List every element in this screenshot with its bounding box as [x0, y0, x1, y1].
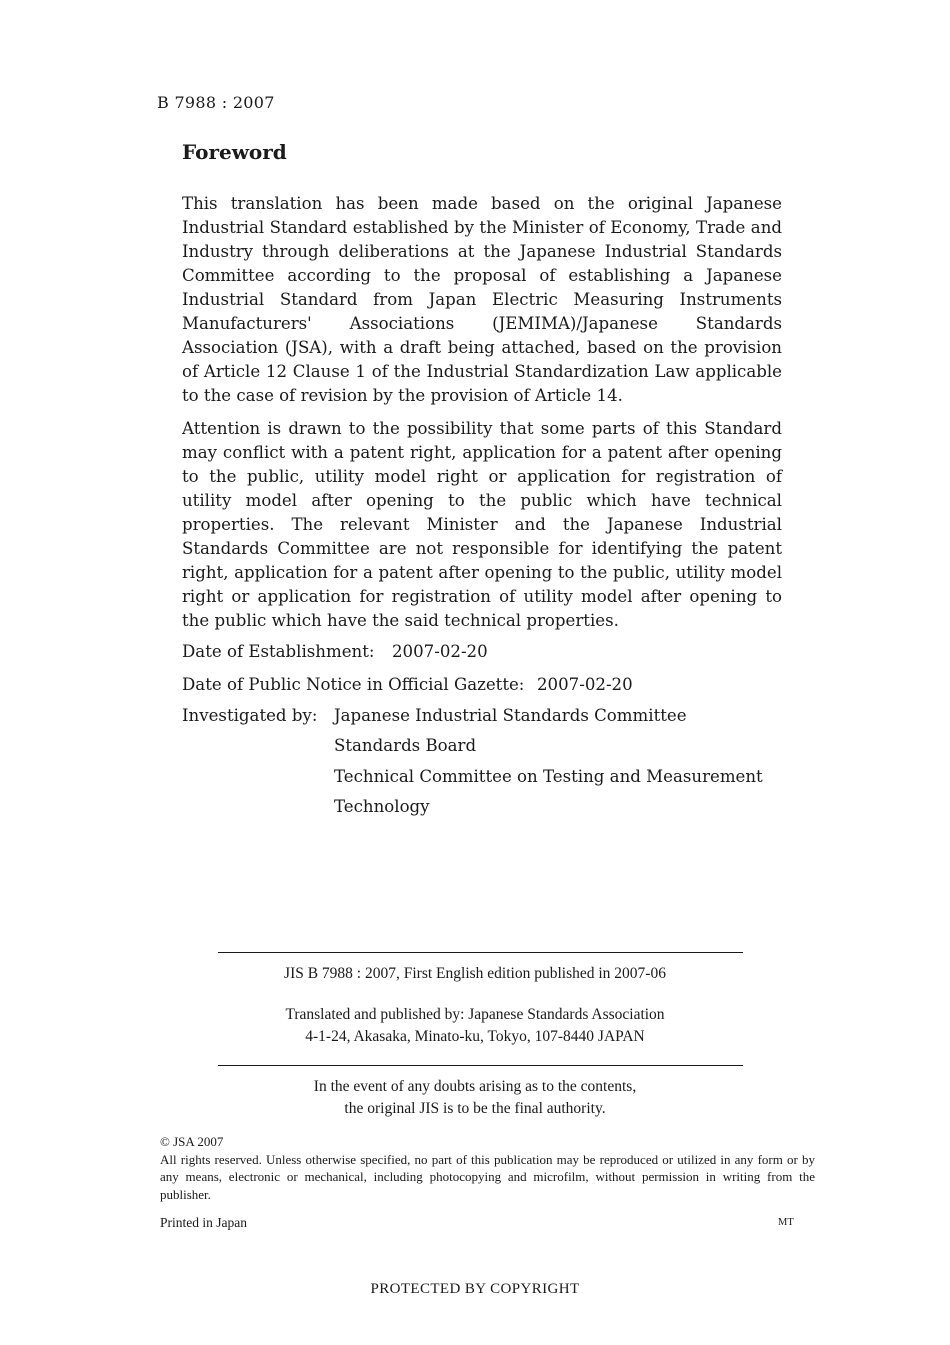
document-number: B 7988 : 2007: [157, 93, 275, 112]
establishment-date-row: [182, 642, 488, 661]
edition-line: JIS B 7988 : 2007, First English edition published in 2007-06: [284, 965, 666, 982]
foreword-paragraph-1: This translation has been made based on the original Japanese Industrial Standard established by the Minister of Economy, Trade and Industry through deliberations at the Japanese Industrial Standards Committee according to the proposal of establishing a Japanese Industrial Standard from Japan Electric Measuring Instruments Manufacturers' Associations (JEMIMA)/Japanese Standards Association (JSA), with a draft being attached, based on the provision of Article 12 Clause 1 of the Industrial Standardization Law applicable to the case of revision by the provision of Article 14.: [182, 194, 782, 405]
gazette-date-value: 2007-02-20: [537, 675, 633, 694]
investigator-line: Standards Board: [334, 736, 477, 755]
investigator-line: Japanese Industrial Standards Committee: [334, 706, 687, 725]
copyright-notice: © JSA 2007: [160, 1134, 224, 1149]
copyright-body: All rights reserved. Unless otherwise specified, no part of this publication may be reproduced or utilized in any form or by any means, electronic or mechanical, including photocopying and microfilm, without permission in writing from the publisher.: [160, 1151, 815, 1202]
authority-line: In the event of any doubts arising as to the contents,: [313, 1078, 637, 1095]
protected-footer: PROTECTED BY COPYRIGHT: [370, 1281, 580, 1297]
divider: [218, 1065, 743, 1066]
divider: [218, 952, 743, 953]
establishment-date-value: 2007-02-20: [392, 642, 488, 661]
publisher-line: Translated and published by: Japanese Standards Association: [285, 1006, 665, 1023]
investigator-line: Technology: [334, 797, 430, 816]
authority-line: the original JIS is to be the final authority.: [344, 1100, 606, 1117]
printed-in: Printed in Japan: [160, 1215, 247, 1230]
gazette-date-label: Date of Public Notice in Official Gazette:: [182, 675, 525, 694]
publisher-address: 4-1-24, Akasaka, Minato-ku, Tokyo, 107-8440 JAPAN: [305, 1028, 645, 1045]
copyright-block: [160, 1133, 815, 1203]
investigator-line: Technical Committee on Testing and Measurement: [334, 767, 763, 786]
gazette-date-row: [182, 675, 633, 694]
page-title: Foreword: [182, 140, 287, 164]
foreword-paragraph-2: Attention is drawn to the possibility that some parts of this Standard may conflict with a patent right, application for a patent after opening to the public, utility model right or application for registration of utility model after opening to the public which have technical properties. The relevant Minister and the Japanese Industrial Standards Committee are not responsible for identifying the patent right, application for a patent after opening to the public, utility model right or application for registration of utility model after opening to the public which have the said technical properties.: [182, 419, 782, 630]
establishment-date-label: Date of Establishment:: [182, 642, 375, 661]
printer-code: MT: [778, 1217, 794, 1228]
investigated-by-label: Investigated by:: [182, 706, 318, 725]
